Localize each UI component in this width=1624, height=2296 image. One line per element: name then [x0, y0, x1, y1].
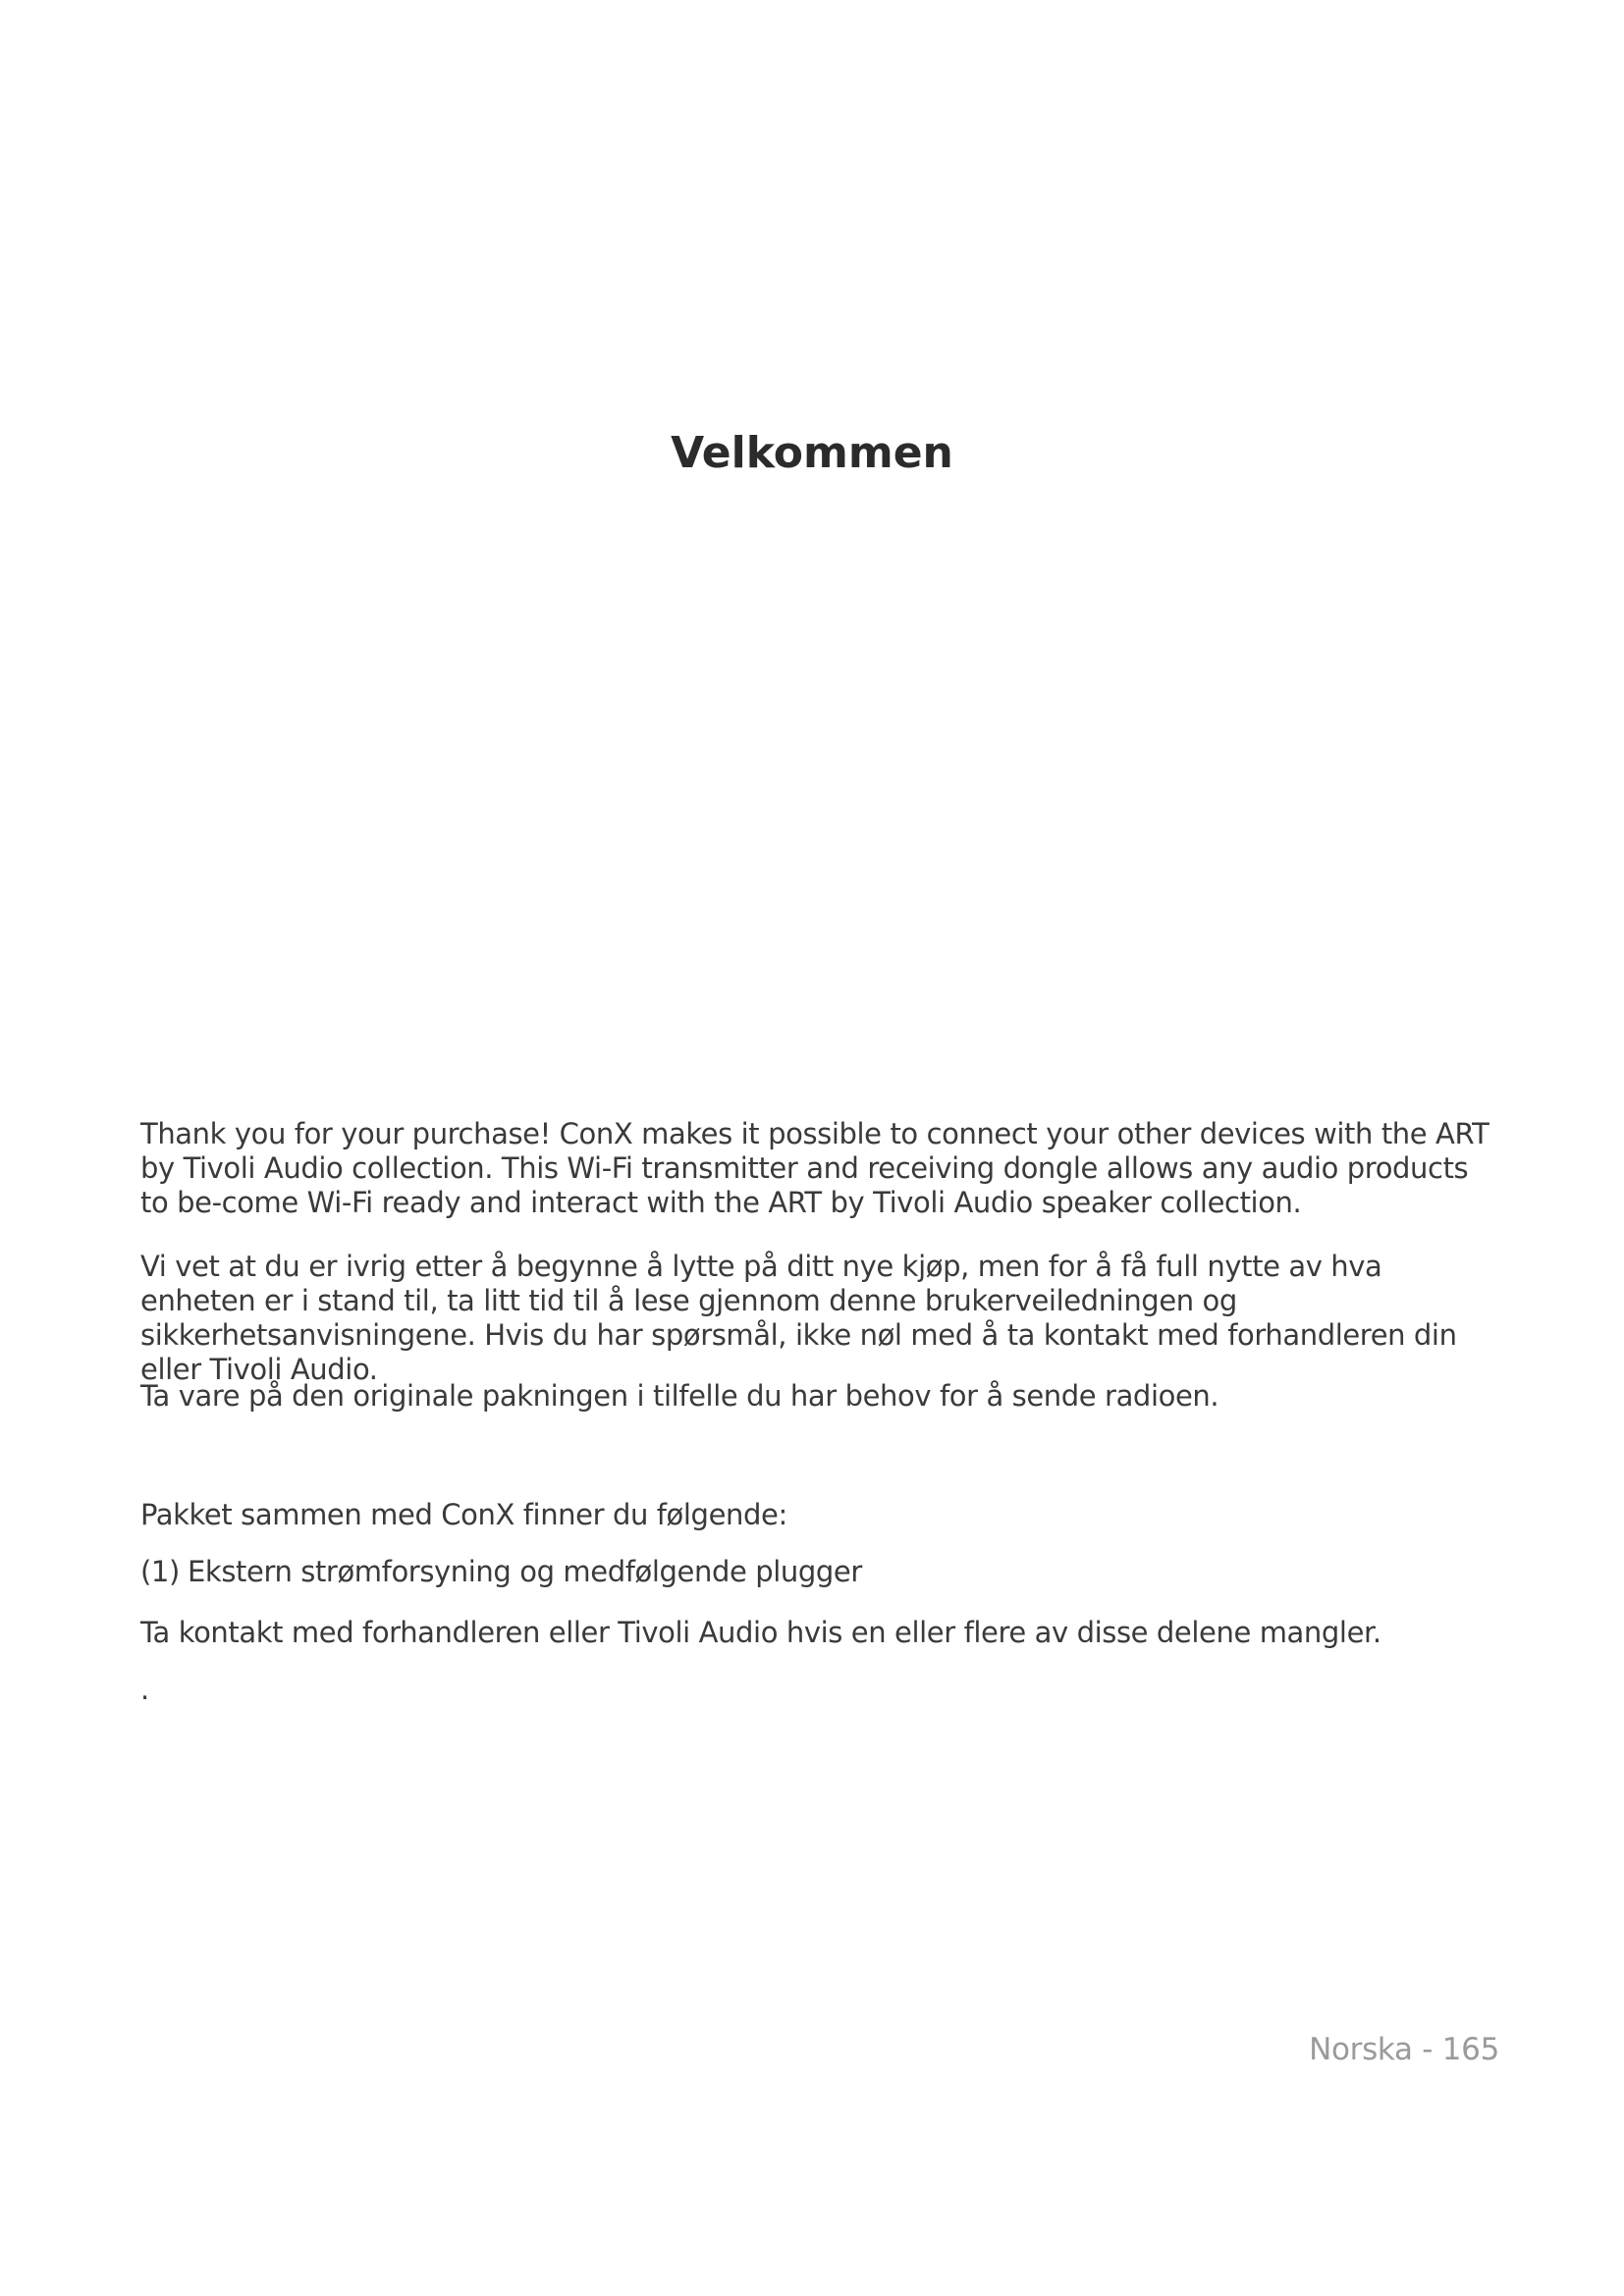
page-footer-label: Norska - 165	[1309, 2032, 1499, 2067]
stray-period-mark: .	[140, 1673, 149, 1706]
intro-paragraph-norwegian: Vi vet at du er ivrig etter å begynne å lytte på ditt nye kjøp, men for å få full nytte av hva enheten er i stand til, ta litt tid til å lese gjennom denne brukerveiledningen og sikkerhetsanvisningene. Hvis du har spørsmål, ikke nøl med å ta kontakt med forhandleren din eller Tivoli Audio.	[140, 1250, 1457, 1386]
package-item	[140, 1555, 1495, 1589]
package-contents-intro: Pakket sammen med ConX finner du følgende:	[140, 1498, 787, 1531]
keep-packaging-paragraph: Ta vare på den originale pakningen i tilfelle du har behov for å sende radioen.	[140, 1379, 1219, 1413]
package-item-text: Ekstern strømforsyning og medfølgende plugger	[188, 1555, 862, 1588]
page-title: Velkommen	[671, 428, 953, 478]
package-item-number: (1)	[140, 1555, 180, 1588]
missing-parts-paragraph: Ta kontakt med forhandleren eller Tivoli Audio hvis en eller flere av disse delene mangler.	[140, 1616, 1381, 1649]
intro-paragraph-english: Thank you for your purchase! ConX makes it possible to connect your other devices with the ART by Tivoli Audio collection. This Wi-Fi transmitter and receiving dongle allows any audio products to be-come Wi-Fi ready and interact with the ART by Tivoli Audio speaker collection.	[140, 1117, 1489, 1219]
